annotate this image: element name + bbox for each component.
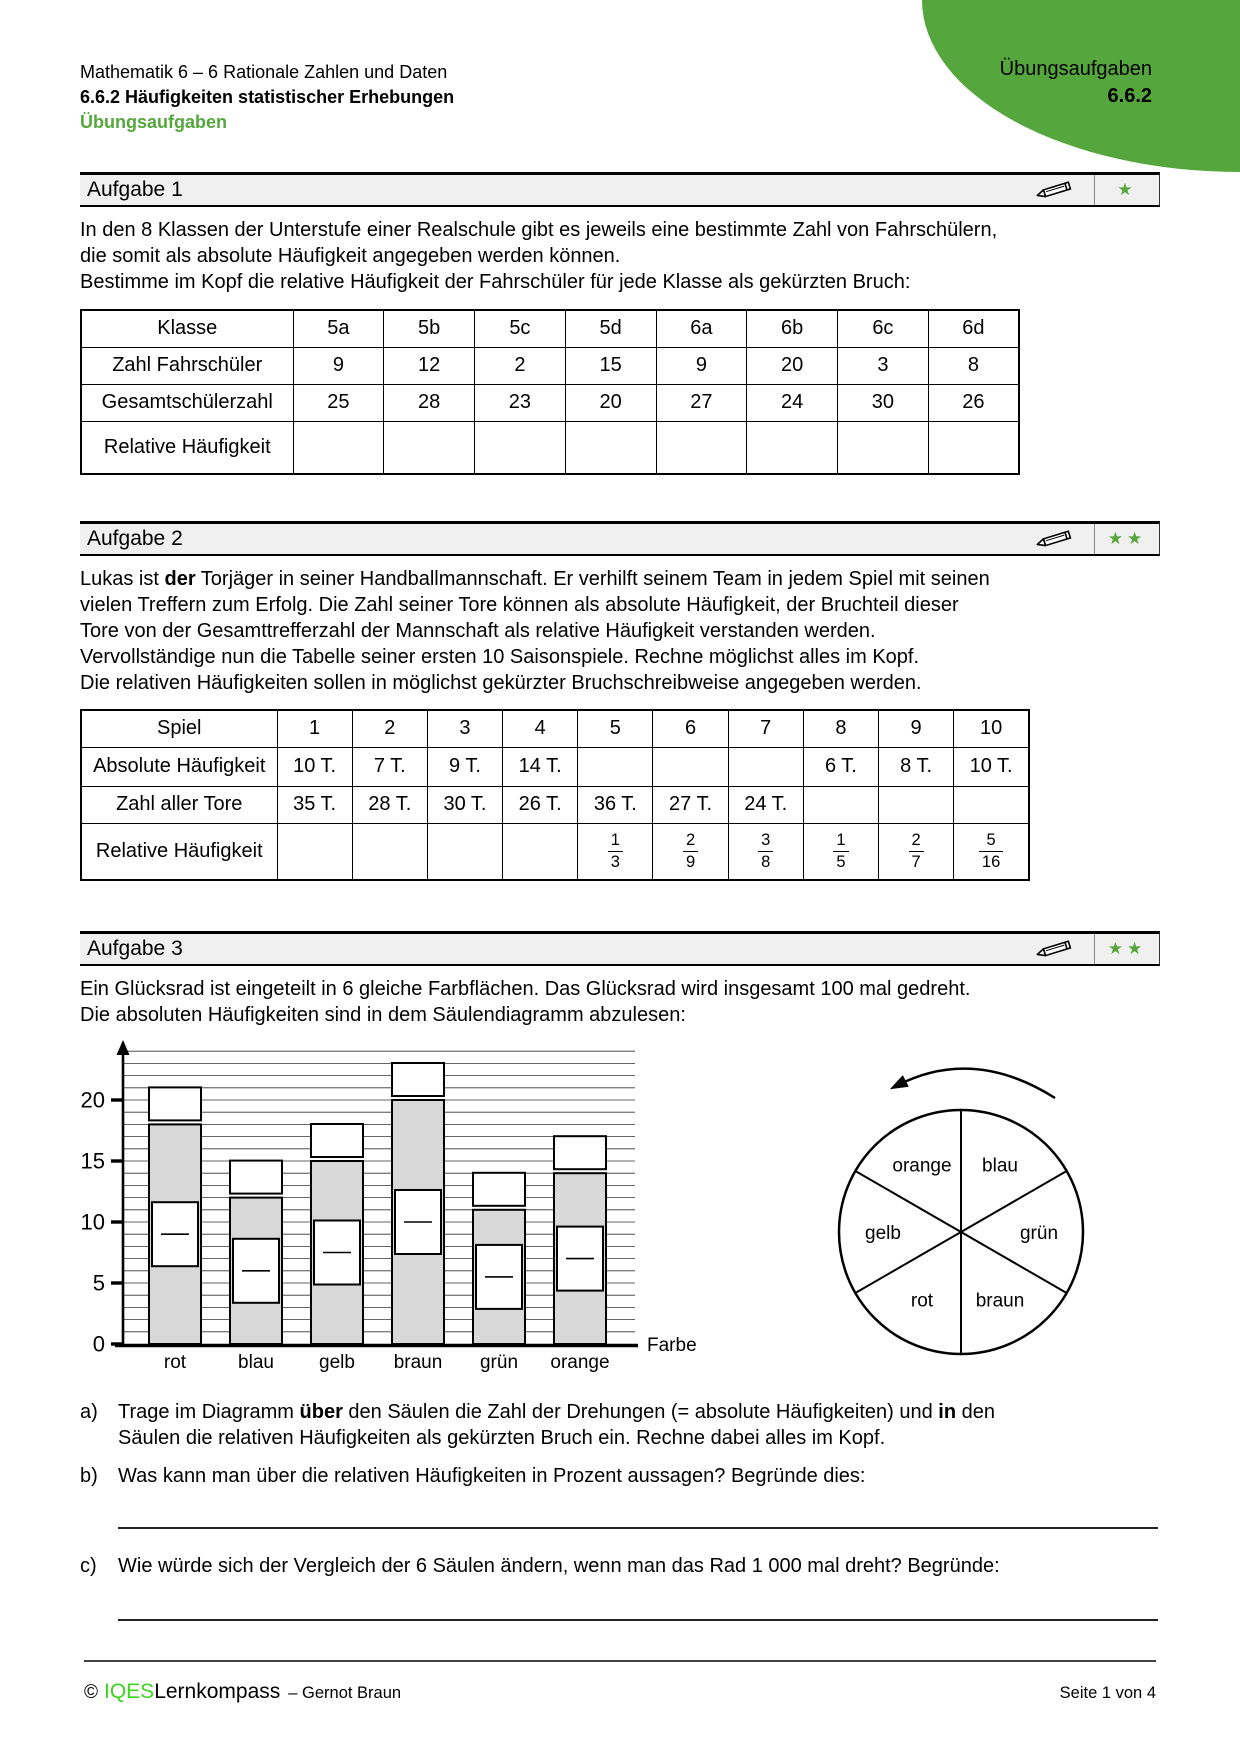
absolute-frequency-box-blau bbox=[230, 1161, 282, 1194]
value-cell: 6a bbox=[656, 310, 747, 347]
answer-line-c bbox=[118, 1619, 1158, 1621]
task3-title: Aufgabe 3 bbox=[87, 937, 183, 960]
value-cell bbox=[803, 823, 878, 880]
value-cell: 6b bbox=[747, 310, 838, 347]
table-row bbox=[81, 747, 1029, 786]
task3-header-bar bbox=[80, 931, 1160, 966]
corner-badge bbox=[922, 0, 1240, 172]
text-line: Bestimme im Kopf die relative Häufigkeit der Fahrschüler für jede Klasse als gekürzten Bruch: bbox=[80, 271, 911, 293]
empty-answer-cell bbox=[384, 421, 475, 474]
spin-arrow-head bbox=[890, 1075, 909, 1089]
text-line: In den 8 Klassen der Unterstufe einer Realschule gibt es jeweils eine bestimmte Zahl von Fahrschülern, bbox=[80, 219, 998, 241]
content bbox=[80, 172, 1160, 1621]
value-cell: 5 bbox=[578, 710, 653, 747]
spin-arrow bbox=[896, 1069, 1055, 1098]
value-cell: 9 bbox=[293, 347, 384, 384]
task1-table bbox=[80, 309, 1020, 475]
value-cell: 14 T. bbox=[503, 747, 578, 786]
value-cell: 28 bbox=[384, 384, 475, 421]
table-row bbox=[81, 710, 1029, 747]
value-cell: 10 T. bbox=[277, 747, 352, 786]
y-tick-label: 20 bbox=[80, 1087, 105, 1113]
row-label-cell: Absolute Häufigkeit bbox=[81, 747, 277, 786]
value-cell bbox=[728, 823, 803, 880]
y-tick-label: 15 bbox=[80, 1148, 105, 1174]
copyright-icon: © bbox=[84, 1682, 98, 1703]
task2-title: Aufgabe 2 bbox=[87, 527, 183, 550]
footer-brand-lernkompass: Lernkompass bbox=[154, 1680, 281, 1703]
value-cell: 28 T. bbox=[352, 786, 427, 823]
task2-difficulty-stars: ★★ bbox=[1107, 529, 1147, 548]
value-cell: 6d bbox=[928, 310, 1019, 347]
row-label-cell: Spiel bbox=[81, 710, 277, 747]
x-category-label: orange bbox=[550, 1352, 610, 1373]
task1-header-bar bbox=[80, 172, 1160, 207]
value-cell: 7 T. bbox=[352, 747, 427, 786]
task2-table bbox=[80, 709, 1030, 881]
figure-row bbox=[80, 1036, 1160, 1385]
text-line: vielen Treffern zum Erfolg. Die Zahl seiner Tore können als absolute Häufigkeit, der Bruchteil dieser bbox=[80, 594, 959, 616]
empty-answer-cell bbox=[653, 747, 728, 786]
task3-item-b bbox=[80, 1463, 1160, 1489]
empty-answer-cell bbox=[277, 823, 352, 880]
task3-item-a bbox=[80, 1399, 1160, 1451]
wheel-label-braun: braun bbox=[975, 1290, 1025, 1312]
value-cell: 20 bbox=[565, 384, 656, 421]
value-cell: 5a bbox=[293, 310, 384, 347]
fraction: $\frac{5}{16}$ bbox=[979, 832, 1003, 871]
y-tick-label: 5 bbox=[92, 1270, 105, 1296]
value-cell: 27 T. bbox=[653, 786, 728, 823]
footer-page-info: Seite 1 von 4 bbox=[1059, 1684, 1156, 1702]
item-label-b: b) bbox=[80, 1465, 98, 1487]
footer-author: – Gernot Braun bbox=[288, 1684, 402, 1702]
task2-header-bar bbox=[80, 521, 1160, 556]
text-line: Tore von der Gesamttrefferzahl der Mannschaft als relative Häufigkeit verstanden werden. bbox=[80, 620, 876, 642]
value-cell: 23 bbox=[475, 384, 566, 421]
pencil-icon bbox=[1032, 177, 1078, 203]
absolute-frequency-box-grün bbox=[473, 1173, 525, 1206]
absolute-frequency-box-rot bbox=[149, 1087, 201, 1120]
value-cell: 24 bbox=[747, 384, 838, 421]
fraction: $\frac{2}{9}$ bbox=[683, 832, 698, 871]
value-cell: 24 T. bbox=[728, 786, 803, 823]
y-axis-arrow bbox=[117, 1040, 130, 1055]
item-label-a: a) bbox=[80, 1401, 98, 1423]
value-cell: 26 bbox=[928, 384, 1019, 421]
document-header bbox=[80, 60, 454, 135]
value-cell: 12 bbox=[384, 347, 475, 384]
row-label-cell: Relative Häufigkeit bbox=[81, 421, 293, 474]
empty-answer-cell bbox=[879, 786, 954, 823]
text-line: Vervollständige nun die Tabelle seiner ersten 10 Saisonspiele. Rechne möglichst alles im Kopf. bbox=[80, 646, 920, 668]
empty-answer-cell bbox=[954, 786, 1029, 823]
task1-intro bbox=[80, 217, 1160, 295]
empty-answer-cell bbox=[293, 421, 384, 474]
task2-intro bbox=[80, 566, 1160, 696]
absolute-frequency-box-gelb bbox=[311, 1124, 363, 1157]
header-course: Mathematik 6 – 6 Rationale Zahlen und Daten bbox=[80, 62, 448, 82]
row-label-cell: Relative Häufigkeit bbox=[81, 823, 277, 880]
empty-answer-cell bbox=[427, 823, 502, 880]
value-cell: 4 bbox=[503, 710, 578, 747]
empty-answer-cell bbox=[352, 823, 427, 880]
text-line: Die absoluten Häufigkeiten sind in dem Säulendiagramm abzulesen: bbox=[80, 1004, 686, 1026]
x-category-label: braun bbox=[393, 1352, 443, 1373]
absolute-frequency-box-orange bbox=[554, 1136, 606, 1169]
value-cell: 2 bbox=[352, 710, 427, 747]
value-cell: 5d bbox=[565, 310, 656, 347]
text-line: Was kann man über die relativen Häufigkeiten in Prozent aussagen? Begründe dies: bbox=[118, 1465, 866, 1487]
value-cell: 6c bbox=[838, 310, 929, 347]
item-text-b bbox=[118, 1463, 1160, 1489]
y-tick-label: 0 bbox=[92, 1331, 105, 1357]
value-cell: 35 T. bbox=[277, 786, 352, 823]
x-axis-title: Farbe bbox=[647, 1335, 697, 1356]
text-line: Ein Glücksrad ist eingeteilt in 6 gleiche Farbflächen. Das Glücksrad wird insgesamt 100 mal gedreht. bbox=[80, 978, 971, 1000]
item-label-c: c) bbox=[80, 1555, 97, 1577]
value-cell: 8 bbox=[803, 710, 878, 747]
empty-answer-cell bbox=[928, 421, 1019, 474]
wheel-label-grün: grün bbox=[1019, 1223, 1059, 1244]
value-cell: 9 T. bbox=[427, 747, 502, 786]
fraction: $\frac{1}{5}$ bbox=[833, 832, 848, 871]
task1-title: Aufgabe 1 bbox=[87, 178, 183, 201]
absolute-frequency-box-braun bbox=[392, 1063, 444, 1096]
value-cell: 9 bbox=[656, 347, 747, 384]
value-cell: 26 T. bbox=[503, 786, 578, 823]
answer-line-b bbox=[118, 1527, 1158, 1529]
empty-answer-cell bbox=[747, 421, 838, 474]
table-row bbox=[81, 384, 1019, 421]
value-cell bbox=[954, 823, 1029, 880]
item-text-a bbox=[118, 1399, 1160, 1451]
text-line: die somit als absolute Häufigkeit angegeben werden können. bbox=[80, 245, 621, 267]
value-cell: 30 T. bbox=[427, 786, 502, 823]
task3-difficulty-stars: ★★ bbox=[1107, 939, 1147, 958]
value-cell: 2 bbox=[475, 347, 566, 384]
x-category-label: rot bbox=[163, 1352, 187, 1373]
table-row bbox=[81, 421, 1019, 474]
row-label-cell: Zahl aller Tore bbox=[81, 786, 277, 823]
bar-chart bbox=[80, 1036, 720, 1376]
header-subtitle: Übungsaufgaben bbox=[80, 112, 227, 132]
row-label-cell: Klasse bbox=[81, 310, 293, 347]
value-cell: 1 bbox=[277, 710, 352, 747]
x-category-label: gelb bbox=[319, 1352, 355, 1373]
corner-badge-code: 6.6.2 bbox=[1107, 85, 1152, 107]
value-cell: 25 bbox=[293, 384, 384, 421]
empty-answer-cell bbox=[803, 786, 878, 823]
value-cell bbox=[578, 823, 653, 880]
pencil-icon bbox=[1032, 526, 1078, 552]
empty-answer-cell bbox=[565, 421, 656, 474]
row-label-cell: Zahl Fahrschüler bbox=[81, 347, 293, 384]
fraction: $\frac{1}{3}$ bbox=[608, 832, 623, 871]
value-cell: 3 bbox=[427, 710, 502, 747]
value-cell: 3 bbox=[838, 347, 929, 384]
value-cell: 5b bbox=[384, 310, 475, 347]
spinner-wheel-wrap bbox=[793, 1040, 1133, 1385]
value-cell bbox=[653, 823, 728, 880]
value-cell bbox=[879, 823, 954, 880]
footer bbox=[84, 1680, 1156, 1704]
empty-answer-cell bbox=[503, 823, 578, 880]
value-cell: 15 bbox=[565, 347, 656, 384]
value-cell: 10 bbox=[954, 710, 1029, 747]
footer-rule bbox=[84, 1660, 1156, 1662]
empty-answer-cell bbox=[578, 747, 653, 786]
empty-answer-cell bbox=[656, 421, 747, 474]
value-cell: 8 bbox=[928, 347, 1019, 384]
spinner-wheel bbox=[793, 1040, 1133, 1380]
value-cell: 9 bbox=[879, 710, 954, 747]
text-line: Säulen die relativen Häufigkeiten als gekürzten Bruch ein. Rechne dabei alles im Kopf. bbox=[118, 1427, 886, 1449]
task3-item-c bbox=[80, 1553, 1160, 1579]
fraction: $\frac{2}{7}$ bbox=[909, 832, 924, 871]
empty-answer-cell bbox=[838, 421, 929, 474]
table-row bbox=[81, 823, 1029, 880]
value-cell: 10 T. bbox=[954, 747, 1029, 786]
value-cell: 27 bbox=[656, 384, 747, 421]
text-line: Lukas ist der Torjäger in seiner Handballmannschaft. Er verhilft seinem Team in jedem Spiel mit seinen bbox=[80, 568, 990, 590]
value-cell: 36 T. bbox=[578, 786, 653, 823]
footer-brand bbox=[84, 1680, 401, 1704]
value-cell: 30 bbox=[838, 384, 929, 421]
text-line: Die relativen Häufigkeiten sollen in möglichst gekürzter Bruchschreibweise angegeben werden. bbox=[80, 672, 922, 694]
footer-brand-iqes: IQES bbox=[104, 1680, 155, 1703]
value-cell: 7 bbox=[728, 710, 803, 747]
text-line: Wie würde sich der Vergleich der 6 Säulen ändern, wenn man das Rad 1 000 mal dreht? Begründe: bbox=[118, 1555, 1000, 1577]
x-category-label: blau bbox=[238, 1352, 274, 1373]
item-text-c bbox=[118, 1553, 1160, 1579]
value-cell: 5c bbox=[475, 310, 566, 347]
pencil-icon bbox=[1032, 936, 1078, 962]
fraction: $\frac{3}{8}$ bbox=[758, 832, 773, 871]
header-topic: 6.6.2 Häufigkeiten statistischer Erhebungen bbox=[80, 87, 455, 107]
task1-difficulty-stars: ★ bbox=[1117, 180, 1137, 199]
table-row bbox=[81, 786, 1029, 823]
task3-intro bbox=[80, 976, 1160, 1028]
wheel-label-gelb: gelb bbox=[865, 1223, 901, 1244]
wheel-label-blau: blau bbox=[982, 1155, 1018, 1177]
row-label-cell: Gesamtschülerzahl bbox=[81, 384, 293, 421]
table-row bbox=[81, 347, 1019, 384]
value-cell: 8 T. bbox=[879, 747, 954, 786]
text-line: Trage im Diagramm über den Säulen die Zahl der Drehungen (= absolute Häufigkeiten) und in den bbox=[118, 1401, 995, 1423]
wheel-label-orange: orange bbox=[892, 1155, 952, 1177]
y-tick-label: 10 bbox=[80, 1209, 105, 1235]
wheel-label-rot: rot bbox=[910, 1290, 934, 1312]
x-category-label: grün bbox=[479, 1352, 519, 1373]
empty-answer-cell bbox=[728, 747, 803, 786]
corner-badge-title: Übungsaufgaben bbox=[999, 58, 1152, 80]
table-row bbox=[81, 310, 1019, 347]
value-cell: 6 T. bbox=[803, 747, 878, 786]
empty-answer-cell bbox=[475, 421, 566, 474]
value-cell: 20 bbox=[747, 347, 838, 384]
value-cell: 6 bbox=[653, 710, 728, 747]
